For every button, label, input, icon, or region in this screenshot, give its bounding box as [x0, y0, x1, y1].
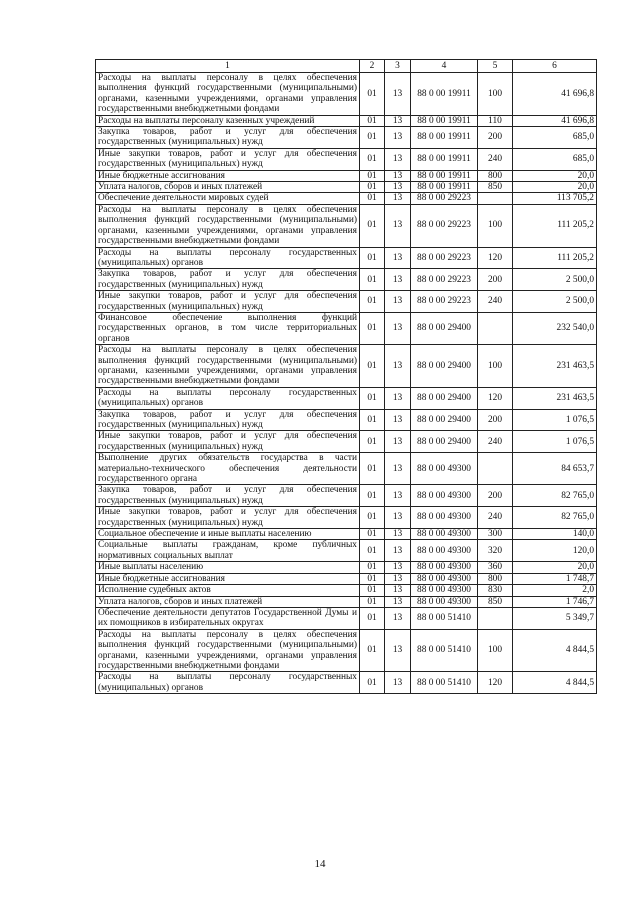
- row-expense-type-code: 240: [478, 507, 513, 529]
- row-description: Социальные выплаты гражданам, кроме публичных нормативных социальных выплат: [96, 540, 360, 562]
- table-row: [96, 529, 597, 540]
- row-section-code: 01: [360, 507, 385, 529]
- row-target-article-code: 88 0 00 29400: [411, 345, 478, 388]
- row-section-code: 01: [360, 485, 385, 507]
- row-subsection-code: 13: [385, 204, 411, 247]
- row-subsection-code: 13: [385, 431, 411, 453]
- row-expense-type-code: 100: [478, 629, 513, 672]
- row-target-article-code: 88 0 00 49300: [411, 573, 478, 584]
- row-section-code: 01: [360, 127, 385, 149]
- row-expense-type-code: [478, 312, 513, 344]
- row-section-code: 01: [360, 453, 385, 485]
- row-section-code: 01: [360, 562, 385, 573]
- row-subsection-code: 13: [385, 562, 411, 573]
- row-expense-type-code: 320: [478, 540, 513, 562]
- row-amount: 232 540,0: [513, 312, 597, 344]
- row-amount: 41 696,8: [513, 73, 597, 116]
- row-section-code: 01: [360, 148, 385, 170]
- row-amount: 231 463,5: [513, 387, 597, 409]
- row-amount: 2,0: [513, 585, 597, 596]
- row-expense-type-code: [478, 193, 513, 204]
- row-target-article-code: 88 0 00 29400: [411, 409, 478, 431]
- row-amount: 41 696,8: [513, 115, 597, 126]
- row-section-code: 01: [360, 312, 385, 344]
- row-subsection-code: 13: [385, 148, 411, 170]
- row-target-article-code: 88 0 00 49300: [411, 585, 478, 596]
- column-header: 2: [360, 60, 385, 73]
- row-amount: 113 705,2: [513, 193, 597, 204]
- row-description: Иные закупки товаров, работ и услуг для обеспечения государственных (муниципальных) нужд: [96, 291, 360, 313]
- row-description: Расходы на выплаты персоналу государственных (муниципальных) органов: [96, 387, 360, 409]
- row-amount: 2 500,0: [513, 269, 597, 291]
- row-description: Иные бюджетные ассигнования: [96, 170, 360, 181]
- table-header-row: [96, 60, 597, 73]
- row-expense-type-code: 100: [478, 345, 513, 388]
- row-section-code: 01: [360, 345, 385, 388]
- row-target-article-code: 88 0 00 19911: [411, 127, 478, 149]
- table-row: [96, 585, 597, 596]
- row-expense-type-code: 200: [478, 127, 513, 149]
- row-target-article-code: 88 0 00 49300: [411, 562, 478, 573]
- table-row: [96, 127, 597, 149]
- row-amount: 120,0: [513, 540, 597, 562]
- table-row: [96, 73, 597, 116]
- table-row: [96, 148, 597, 170]
- row-target-article-code: 88 0 00 29223: [411, 247, 478, 269]
- table-row: [96, 607, 597, 629]
- column-header: 6: [513, 60, 597, 73]
- row-section-code: 01: [360, 291, 385, 313]
- table-row: [96, 596, 597, 607]
- row-section-code: 01: [360, 193, 385, 204]
- column-header: 1: [96, 60, 360, 73]
- row-section-code: 01: [360, 431, 385, 453]
- row-subsection-code: 13: [385, 247, 411, 269]
- row-description: Расходы на выплаты персоналу казенных учреждений: [96, 115, 360, 126]
- table-row: [96, 115, 597, 126]
- row-amount: 20,0: [513, 170, 597, 181]
- row-target-article-code: 88 0 00 29400: [411, 431, 478, 453]
- row-amount: 685,0: [513, 148, 597, 170]
- row-amount: 5 349,7: [513, 607, 597, 629]
- row-target-article-code: 88 0 00 19911: [411, 148, 478, 170]
- row-expense-type-code: 800: [478, 573, 513, 584]
- row-target-article-code: 88 0 00 51410: [411, 672, 478, 694]
- row-section-code: 01: [360, 73, 385, 116]
- row-expense-type-code: 300: [478, 529, 513, 540]
- row-expense-type-code: [478, 453, 513, 485]
- table-row: [96, 409, 597, 431]
- row-subsection-code: 13: [385, 269, 411, 291]
- row-amount: 1 076,5: [513, 409, 597, 431]
- column-header: 4: [411, 60, 478, 73]
- row-expense-type-code: 850: [478, 596, 513, 607]
- row-subsection-code: 13: [385, 629, 411, 672]
- row-expense-type-code: 200: [478, 269, 513, 291]
- table-row: [96, 193, 597, 204]
- row-target-article-code: 88 0 00 49300: [411, 529, 478, 540]
- row-target-article-code: 88 0 00 29223: [411, 204, 478, 247]
- row-description: Расходы на выплаты персоналу государственных (муниципальных) органов: [96, 672, 360, 694]
- row-section-code: 01: [360, 672, 385, 694]
- row-section-code: 01: [360, 529, 385, 540]
- row-amount: 82 765,0: [513, 507, 597, 529]
- row-expense-type-code: 100: [478, 73, 513, 116]
- row-description: Расходы на выплаты персоналу в целях обеспечения выполнения функций государственными (муниципальными) органами, казенными учреждениями, органами управления государственными внебюджетными фондами: [96, 345, 360, 388]
- row-description: Закупка товаров, работ и услуг для обеспечения государственных (муниципальных) нужд: [96, 127, 360, 149]
- row-subsection-code: 13: [385, 115, 411, 126]
- row-expense-type-code: 200: [478, 409, 513, 431]
- table-row: [96, 540, 597, 562]
- row-subsection-code: 13: [385, 573, 411, 584]
- row-section-code: 01: [360, 573, 385, 584]
- table-row: [96, 312, 597, 344]
- row-expense-type-code: 120: [478, 672, 513, 694]
- row-section-code: 01: [360, 115, 385, 126]
- row-description: Закупка товаров, работ и услуг для обеспечения государственных (муниципальных) нужд: [96, 409, 360, 431]
- row-description: Иные закупки товаров, работ и услуг для обеспечения государственных (муниципальных) нужд: [96, 431, 360, 453]
- row-description: Закупка товаров, работ и услуг для обеспечения государственных (муниципальных) нужд: [96, 485, 360, 507]
- row-subsection-code: 13: [385, 540, 411, 562]
- row-target-article-code: 88 0 00 51410: [411, 629, 478, 672]
- row-subsection-code: 13: [385, 170, 411, 181]
- table-row: [96, 629, 597, 672]
- row-target-article-code: 88 0 00 29223: [411, 291, 478, 313]
- row-description: Обеспечение деятельности депутатов Государственной Думы и их помощников в избирательных округах: [96, 607, 360, 629]
- row-amount: 140,0: [513, 529, 597, 540]
- row-target-article-code: 88 0 00 29223: [411, 269, 478, 291]
- row-target-article-code: 88 0 00 49300: [411, 507, 478, 529]
- row-target-article-code: 88 0 00 29400: [411, 387, 478, 409]
- row-description: Расходы на выплаты персоналу государственных (муниципальных) органов: [96, 247, 360, 269]
- row-description: Исполнение судебных актов: [96, 585, 360, 596]
- column-header: 3: [385, 60, 411, 73]
- row-expense-type-code: [478, 607, 513, 629]
- row-description: Расходы на выплаты персоналу в целях обеспечения выполнения функций государственными (муниципальными) органами, казенными учреждениями, органами управления государственными внебюджетными фондами: [96, 629, 360, 672]
- budget-table: [95, 59, 597, 694]
- row-description: Расходы на выплаты персоналу в целях обеспечения выполнения функций государственными (муниципальными) органами, казенными учреждениями, органами управления государственными внебюджетными фондами: [96, 73, 360, 116]
- row-subsection-code: 13: [385, 607, 411, 629]
- row-expense-type-code: 850: [478, 182, 513, 193]
- page-number: 14: [314, 858, 326, 870]
- row-target-article-code: 88 0 00 51410: [411, 607, 478, 629]
- row-subsection-code: 13: [385, 507, 411, 529]
- row-amount: 685,0: [513, 127, 597, 149]
- row-subsection-code: 13: [385, 312, 411, 344]
- table-row: [96, 291, 597, 313]
- row-amount: 84 653,7: [513, 453, 597, 485]
- row-description: Уплата налогов, сборов и иных платежей: [96, 182, 360, 193]
- budget-table-container: [95, 59, 596, 694]
- row-description: Иные выплаты населению: [96, 562, 360, 573]
- row-subsection-code: 13: [385, 387, 411, 409]
- row-section-code: 01: [360, 387, 385, 409]
- row-expense-type-code: 360: [478, 562, 513, 573]
- row-subsection-code: 13: [385, 409, 411, 431]
- row-section-code: 01: [360, 540, 385, 562]
- row-subsection-code: 13: [385, 596, 411, 607]
- table-row: [96, 507, 597, 529]
- row-target-article-code: 88 0 00 29223: [411, 193, 478, 204]
- row-target-article-code: 88 0 00 19911: [411, 170, 478, 181]
- row-subsection-code: 13: [385, 529, 411, 540]
- row-section-code: 01: [360, 585, 385, 596]
- table-row: [96, 562, 597, 573]
- row-subsection-code: 13: [385, 73, 411, 116]
- row-amount: 111 205,2: [513, 247, 597, 269]
- table-row: [96, 247, 597, 269]
- row-section-code: 01: [360, 170, 385, 181]
- row-description: Иные закупки товаров, работ и услуг для обеспечения государственных (муниципальных) нужд: [96, 507, 360, 529]
- row-target-article-code: 88 0 00 49300: [411, 596, 478, 607]
- table-row: [96, 345, 597, 388]
- row-amount: 20,0: [513, 562, 597, 573]
- row-section-code: 01: [360, 204, 385, 247]
- row-target-article-code: 88 0 00 49300: [411, 540, 478, 562]
- row-description: Финансовое обеспечение выполнения функций государственных органов, в том числе территориальных органов: [96, 312, 360, 344]
- row-amount: 4 844,5: [513, 672, 597, 694]
- row-description: Иные закупки товаров, работ и услуг для обеспечения государственных (муниципальных) нужд: [96, 148, 360, 170]
- row-target-article-code: 88 0 00 19911: [411, 115, 478, 126]
- row-subsection-code: 13: [385, 182, 411, 193]
- row-expense-type-code: 830: [478, 585, 513, 596]
- row-amount: 111 205,2: [513, 204, 597, 247]
- table-row: [96, 573, 597, 584]
- table-row: [96, 485, 597, 507]
- row-description: Уплата налогов, сборов и иных платежей: [96, 596, 360, 607]
- row-amount: 2 500,0: [513, 291, 597, 313]
- row-section-code: 01: [360, 269, 385, 291]
- row-target-article-code: 88 0 00 29400: [411, 312, 478, 344]
- row-section-code: 01: [360, 629, 385, 672]
- row-expense-type-code: 240: [478, 291, 513, 313]
- row-subsection-code: 13: [385, 585, 411, 596]
- row-amount: 1 746,7: [513, 596, 597, 607]
- row-subsection-code: 13: [385, 193, 411, 204]
- row-expense-type-code: 200: [478, 485, 513, 507]
- row-subsection-code: 13: [385, 453, 411, 485]
- table-row: [96, 170, 597, 181]
- row-amount: 20,0: [513, 182, 597, 193]
- row-description: Расходы на выплаты персоналу в целях обеспечения выполнения функций государственными (муниципальными) органами, казенными учреждениями, органами управления государственными внебюджетными фондами: [96, 204, 360, 247]
- row-expense-type-code: 800: [478, 170, 513, 181]
- table-row: [96, 204, 597, 247]
- row-target-article-code: 88 0 00 49300: [411, 453, 478, 485]
- row-expense-type-code: 100: [478, 204, 513, 247]
- row-subsection-code: 13: [385, 127, 411, 149]
- row-description: Иные бюджетные ассигнования: [96, 573, 360, 584]
- row-amount: 1 748,7: [513, 573, 597, 584]
- table-row: [96, 182, 597, 193]
- row-subsection-code: 13: [385, 485, 411, 507]
- row-section-code: 01: [360, 409, 385, 431]
- row-expense-type-code: 240: [478, 431, 513, 453]
- row-expense-type-code: 240: [478, 148, 513, 170]
- row-amount: 4 844,5: [513, 629, 597, 672]
- row-section-code: 01: [360, 182, 385, 193]
- table-row: [96, 672, 597, 694]
- row-target-article-code: 88 0 00 19911: [411, 73, 478, 116]
- row-expense-type-code: 120: [478, 247, 513, 269]
- row-description: Обеспечение деятельности мировых судей: [96, 193, 360, 204]
- row-amount: 82 765,0: [513, 485, 597, 507]
- row-description: Социальное обеспечение и иные выплаты населению: [96, 529, 360, 540]
- row-section-code: 01: [360, 607, 385, 629]
- table-row: [96, 431, 597, 453]
- row-expense-type-code: 110: [478, 115, 513, 126]
- table-row: [96, 269, 597, 291]
- table-row: [96, 387, 597, 409]
- row-subsection-code: 13: [385, 291, 411, 313]
- row-subsection-code: 13: [385, 345, 411, 388]
- table-row: [96, 453, 597, 485]
- row-target-article-code: 88 0 00 49300: [411, 485, 478, 507]
- row-description: Выполнение других обязательств государства в части материально-технического обеспечения деятельности государственного органа: [96, 453, 360, 485]
- row-amount: 231 463,5: [513, 345, 597, 388]
- row-section-code: 01: [360, 247, 385, 269]
- row-description: Закупка товаров, работ и услуг для обеспечения государственных (муниципальных) нужд: [96, 269, 360, 291]
- row-target-article-code: 88 0 00 19911: [411, 182, 478, 193]
- column-header: 5: [478, 60, 513, 73]
- row-section-code: 01: [360, 596, 385, 607]
- row-expense-type-code: 120: [478, 387, 513, 409]
- row-subsection-code: 13: [385, 672, 411, 694]
- row-amount: 1 076,5: [513, 431, 597, 453]
